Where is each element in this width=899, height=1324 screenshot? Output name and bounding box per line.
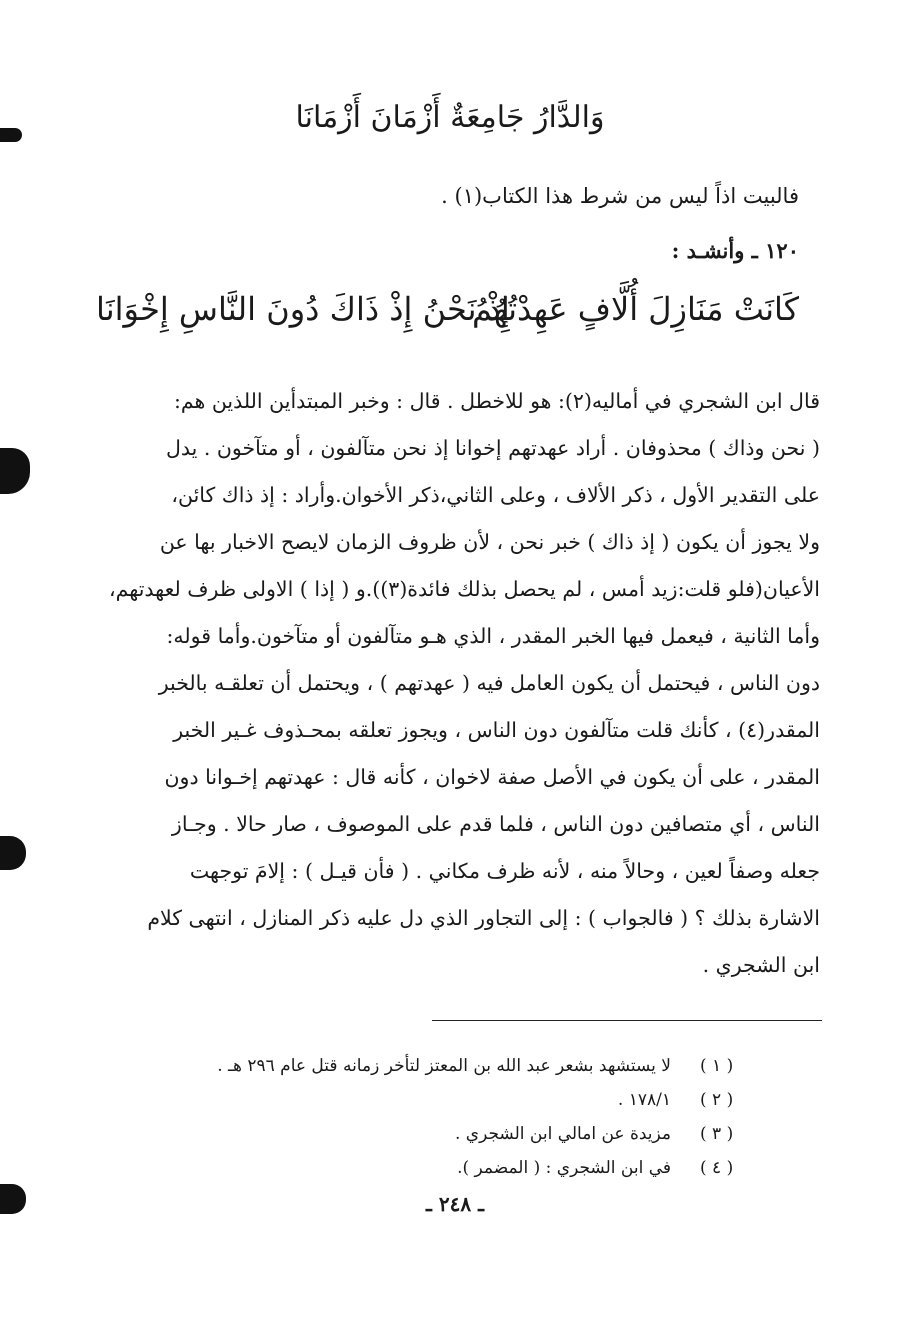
body-line: قال ابن الشجري في أماليه(٢): هو للاخطل . قال : وخبر المبتدأين اللذين هم: (173, 389, 820, 413)
section-heading: ١٢٠ ـ وأنشـد : (671, 238, 799, 263)
opening-verse: وَالدَّارُ جَامِعَةٌ أَزْمَانَ أَزْمَانَا (295, 100, 605, 135)
body-line: الاشارة بذلك ؟ ( فالجواب ) : إلى التجاور الذي دل عليه ذكر المنازل ، انتهى كلام (147, 906, 820, 930)
body-line: وأما الثانية ، فيعمل فيها الخبر المقدر ، الذي هـو متآلفون أو متآخون.وأما قوله: (166, 624, 820, 648)
scan-edge-mark (0, 836, 26, 870)
footnote-text: ١٧٨/١ . (617, 1090, 671, 1110)
body-line: على التقدير الأول ، ذكر الألاف ، وعلى الثاني،ذكر الأخوان.وأراد : إذ ذاك كائن، (171, 483, 820, 507)
body-line: المقدر ، على أن يكون في الأصل صفة لاخوان ، كأنه قال : عهدتهم إخـوانا دون (164, 765, 820, 789)
scan-edge-mark (0, 1184, 26, 1214)
body-line: جعله وصفاً لعين ، وحالاً منه ، لأنه ظرف مكاني . ( فأن قيـل ) : إلامَ توجهت (189, 859, 820, 883)
poem-hemistich-left: إِذْ نَحْنُ إِذْ ذَاكَ دُونَ النَّاسِ إِخْوَانَا (96, 290, 510, 328)
footnote-number: ( ٣ ) (700, 1124, 734, 1144)
note-line: فالبيت اذاً ليس من شرط هذا الكتاب(١) . (441, 184, 799, 208)
body-line: دون الناس ، فيحتمل أن يكون العامل فيه ( عهدتهم ) ، ويحتمل أن تعلقـه بالخبر (158, 671, 820, 695)
commentary-text (66, 378, 820, 989)
body-line: الأعيان(فلو قلت:زيد أمس ، لم يحصل بذلك فائدة(٣)).و ( إذا ) الاولى ظرف لعهدتهم، (109, 577, 820, 601)
poem-hemistich-right: كَانَتْ مَنَازِلَ أُلَّافٍ عَهِدْتُهُمُ (472, 290, 799, 328)
body-line: المقدر(٤) ، كأنك قلت متآلفون دون الناس ، ويجوز تعلقه بمحـذوف غـير الخبر (173, 718, 820, 742)
footnote-number: ( ٢ ) (700, 1090, 734, 1110)
page-number: ـ ٢٤٨ ـ (426, 1192, 484, 1216)
footnote-divider (432, 1020, 822, 1021)
footnote-text: في ابن الشجري : ( المضمر ). (457, 1158, 671, 1178)
footnote-number: ( ١ ) (700, 1056, 734, 1076)
footnote-number: ( ٤ ) (700, 1158, 734, 1178)
footnote-text: لا يستشهد بشعر عبد الله بن المعتز لتأخر زمانه قتل عام ٢٩٦ هـ . (217, 1056, 671, 1076)
body-line: ولا يجوز أن يكون ( إذ ذاك ) خبر نحن ، لأن ظروف الزمان لايصح الاخبار بها عن (159, 530, 820, 554)
body-line: ( نحن وذاك ) محذوفان . أراد عهدتهم إخوانا إذ نحن متآلفون ، أو متآخون . يدل (165, 436, 820, 460)
footnote-text: مزيدة عن امالي ابن الشجري . (454, 1124, 671, 1144)
scan-edge-mark (0, 128, 22, 142)
scan-edge-mark (0, 448, 30, 494)
body-line: الناس ، أي متصافين دون الناس ، فلما قدم على الموصوف ، صار حالا . وجـاز (171, 812, 820, 836)
body-line: ابن الشجري . (702, 953, 820, 977)
